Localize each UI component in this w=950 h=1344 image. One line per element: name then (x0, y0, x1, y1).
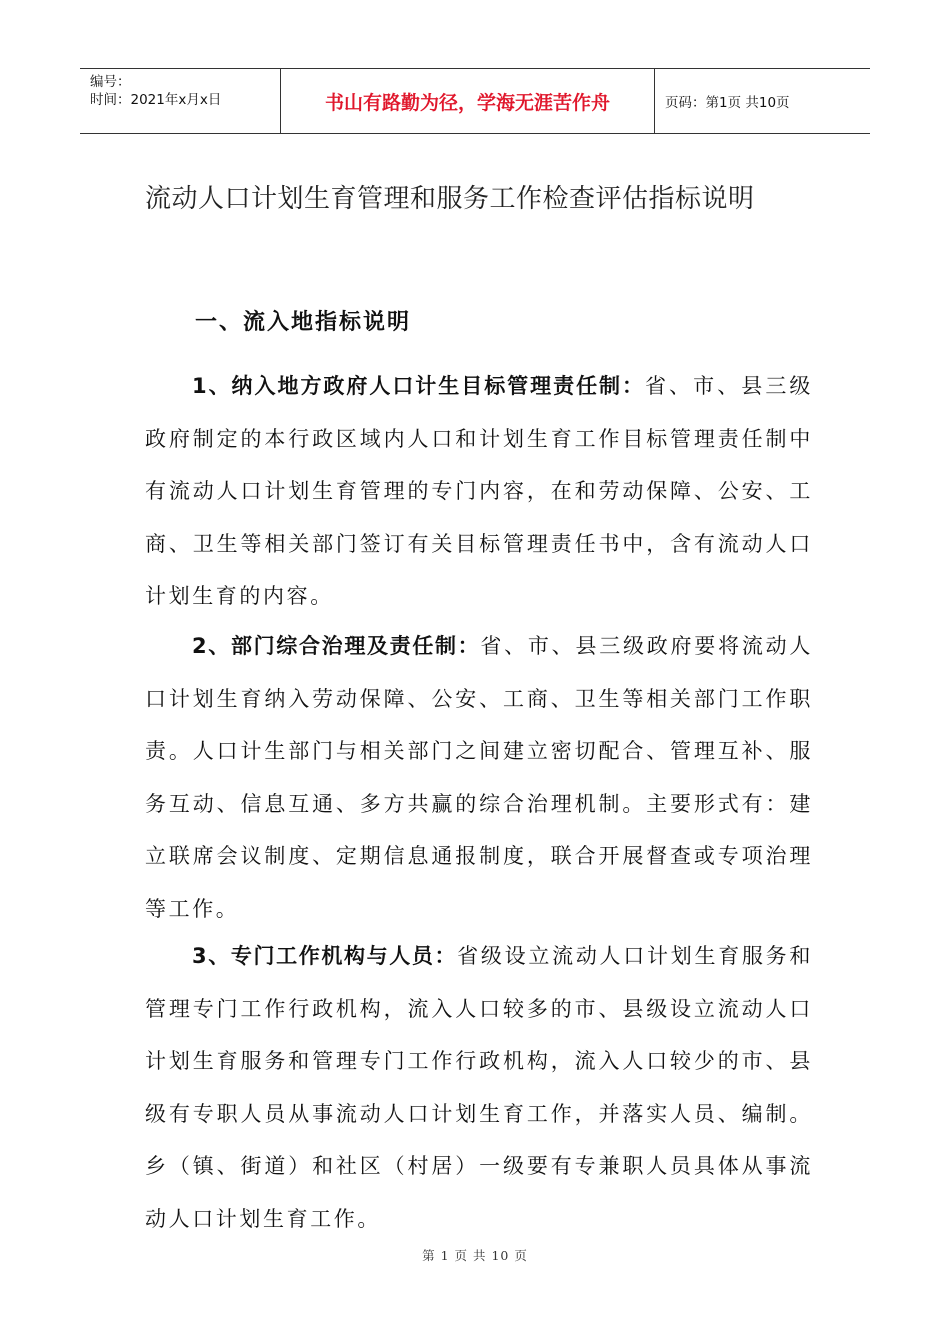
number-label: 编号： (90, 74, 131, 90)
page-header (80, 68, 870, 134)
section-heading: 一、流入地指标说明 (195, 310, 412, 335)
paragraph-item-3 (145, 930, 813, 1245)
item-body: 省、市、县三级政府要将流动人口计划生育纳入劳动保障、公安、工商、卫生等相关部门工作职责。人口计生部门与相关部门之间建立密切配合、管理互补、服务互动、信息互通、多方共赢的综合治理机制。主要形式有：建立联席会议制度、定期信息通报制度，联合开展督查或专项治理等工作。 (145, 634, 813, 921)
header-page-info: 页码：第1页 共10页 (665, 95, 790, 111)
page-footer: 第 1 页 共 10 页 (422, 1248, 528, 1263)
item-body: 省级设立流动人口计划生育服务和管理专门工作行政机构，流入人口较多的市、县级设立流动人口计划生育服务和管理专门工作行政机构，流入人口较少的市、县级有专职人员从事流动人口计划生育工作，并落实人员、编制。乡（镇、街道）和社区（村居）一级要有专兼职人员具体从事流动人口计划生育工作。 (145, 944, 813, 1231)
item-lead: 2、部门综合治理及责任制： (192, 634, 481, 658)
header-motto: 书山有路勤为径，学海无涯苦作舟 (280, 69, 655, 133)
document-title: 流动人口计划生育管理和服务工作检查评估指标说明 (145, 184, 755, 214)
paragraph-item-1 (145, 360, 813, 623)
paragraph-item-2 (145, 620, 813, 935)
header-meta (80, 69, 280, 133)
item-lead: 1、纳入地方政府人口计生目标管理责任制： (192, 374, 645, 398)
item-lead: 3、专门工作机构与人员： (192, 944, 458, 968)
time-label: 时间：2021年x月x日 (90, 92, 222, 108)
item-body: 省、市、县三级政府制定的本行政区域内人口和计划生育工作目标管理责任制中有流动人口计划生育管理的专门内容，在和劳动保障、公安、工商、卫生等相关部门签订有关目标管理责任书中，含有流动人口计划生育的内容。 (145, 374, 813, 608)
